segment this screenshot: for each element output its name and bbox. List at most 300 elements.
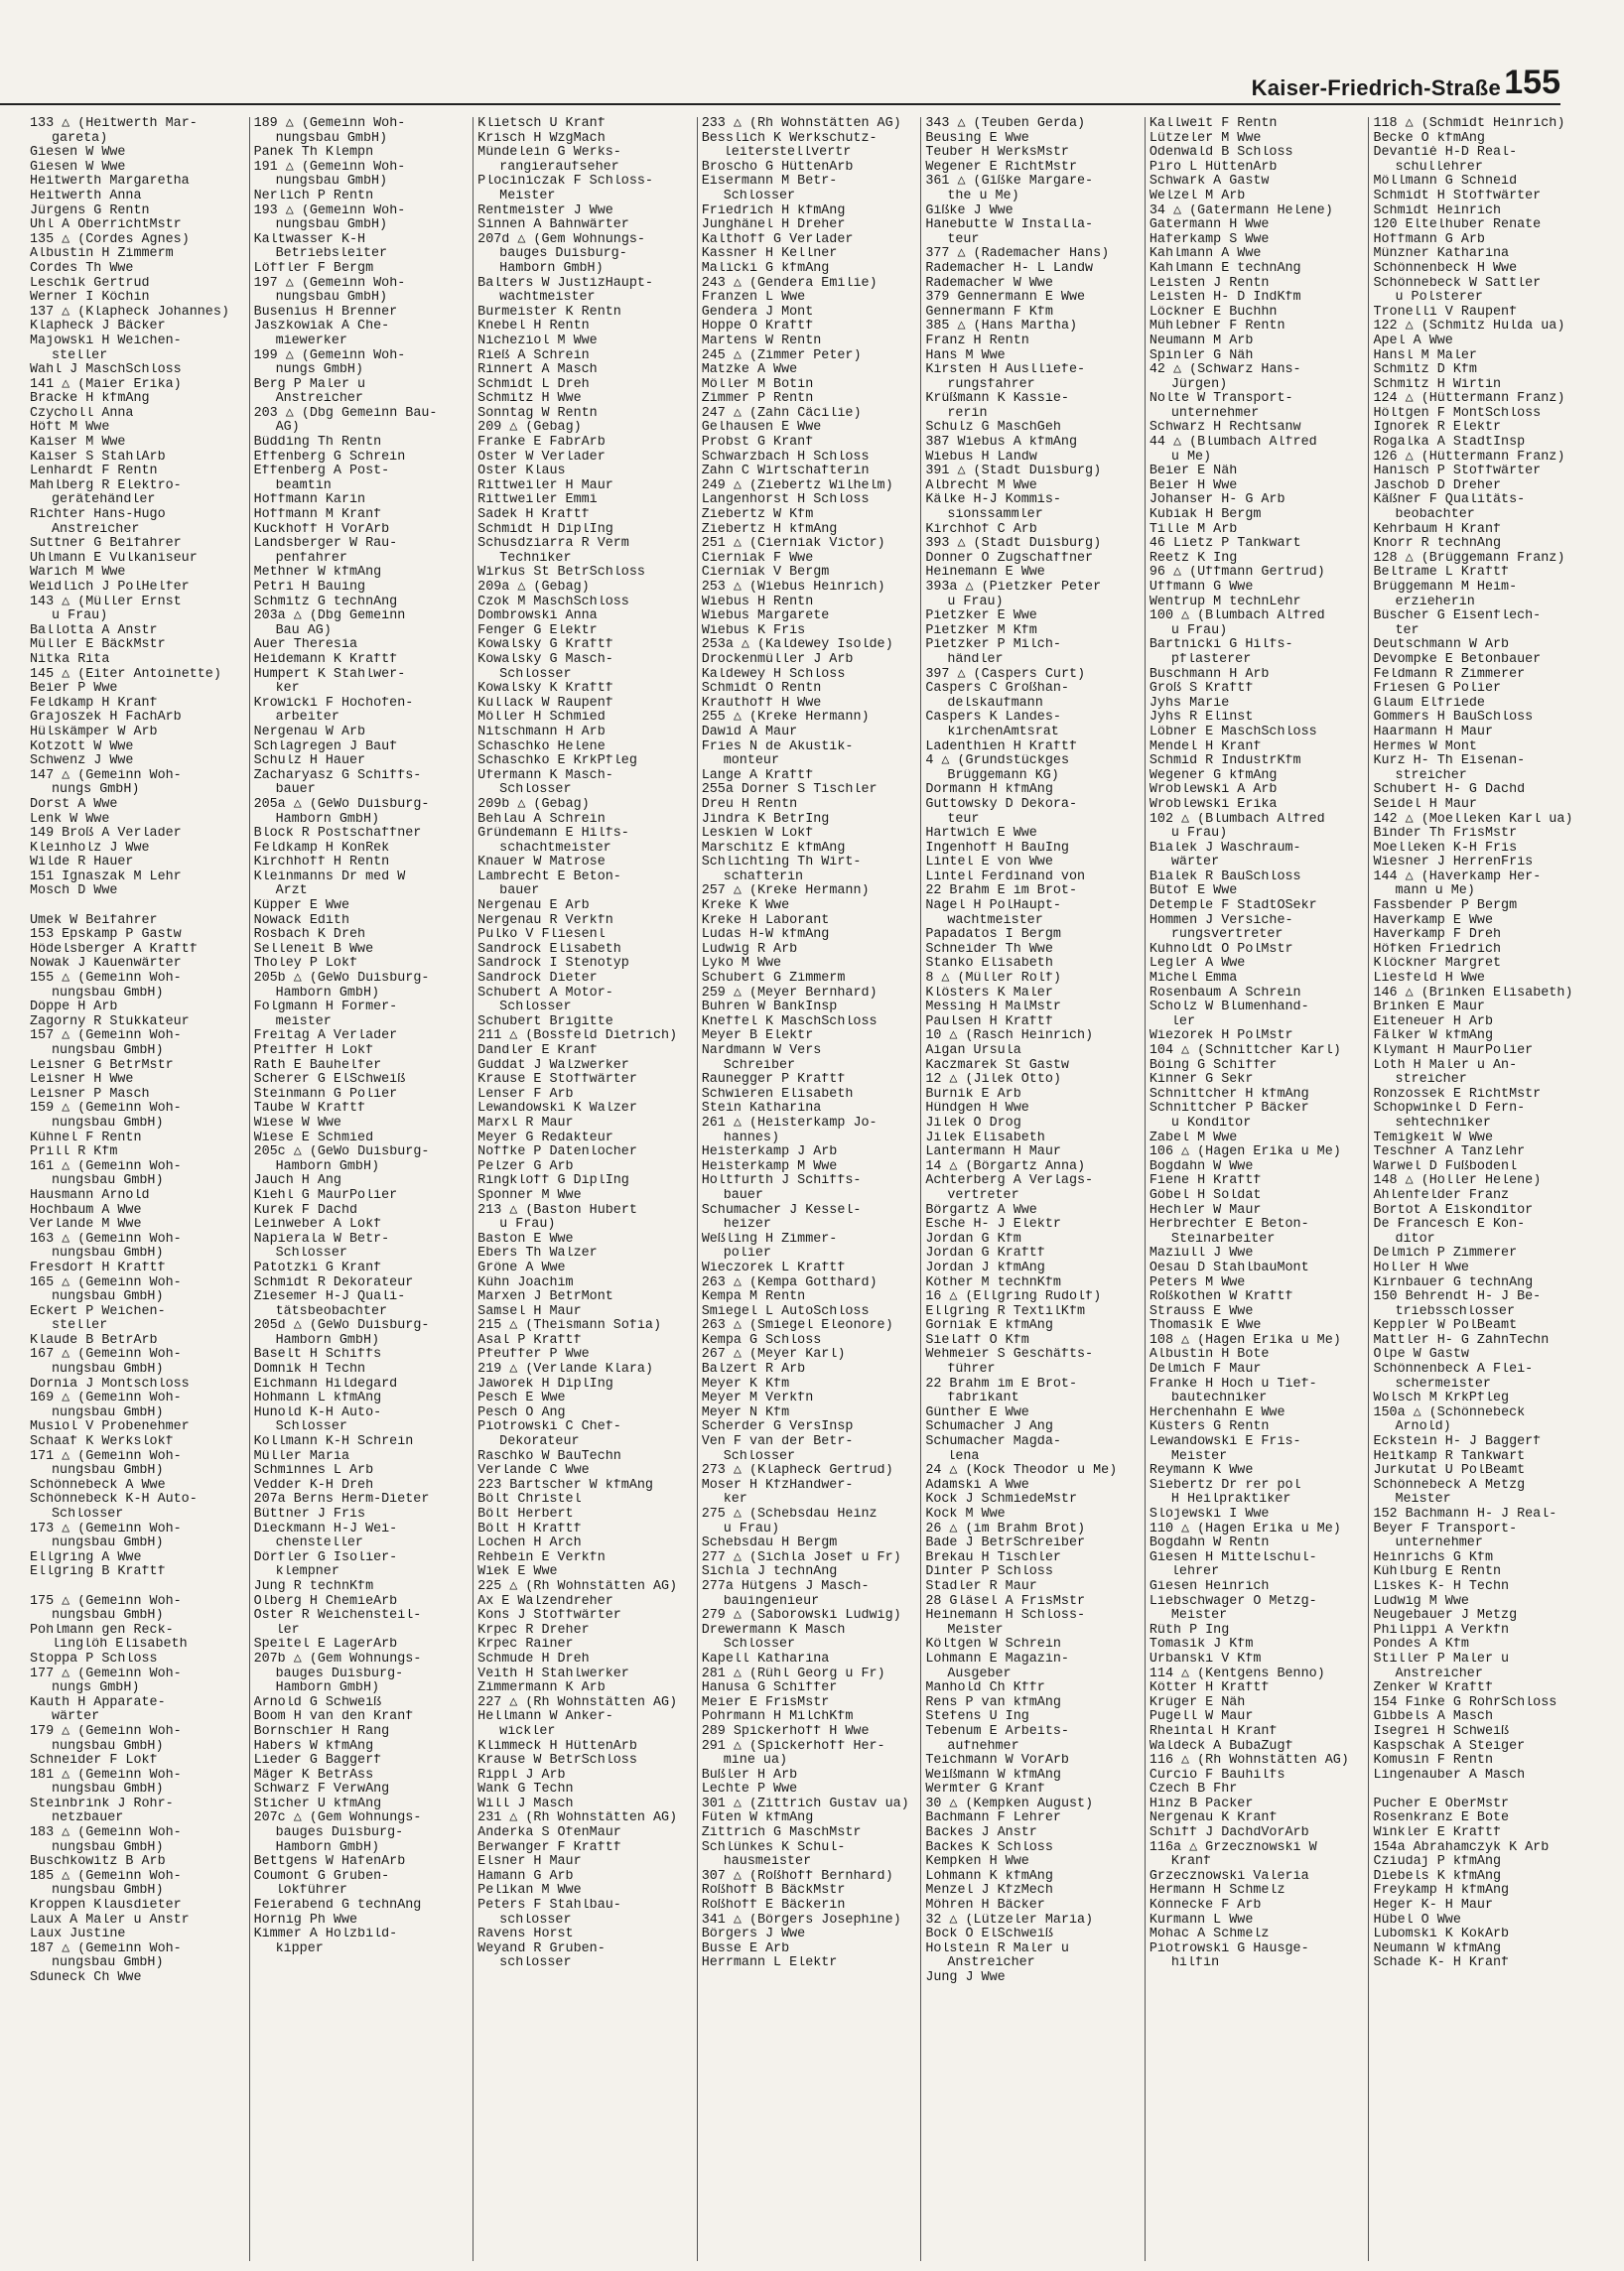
- directory-entry: Rüth P Ing: [1149, 1623, 1230, 1638]
- directory-entry: Reymann K Wwe: [1149, 1464, 1254, 1479]
- directory-entry: Buschmann H Arb: [1149, 667, 1270, 682]
- directory-entry: Schwenz J Wwe: [30, 754, 134, 769]
- directory-entry: Holler H Wwe: [1373, 1261, 1469, 1275]
- directory-entry: Pietzker P Milch-: [925, 638, 1061, 653]
- directory-entry: Kubiak H Bergm: [1149, 508, 1262, 523]
- directory-entry: Caspers C Großhan-: [925, 682, 1069, 697]
- directory-entry: 387 Wiebus A kfmAng: [925, 436, 1077, 451]
- entry-continuation: nungsbau GmbH): [52, 1044, 164, 1058]
- directory-entry: 124 △ (Hüttermann Franz): [1373, 392, 1565, 407]
- directory-entry: Scherder G VersInsp: [701, 1420, 854, 1435]
- directory-entry: Freykamp H kfmAng: [1373, 1884, 1510, 1899]
- directory-entry: Krpec Rainer: [477, 1638, 574, 1653]
- directory-entry: Meyer M Verkfn: [701, 1392, 814, 1406]
- directory-entry: Sielaff O Kfm: [925, 1333, 1029, 1348]
- directory-entry: Donner O Zugschaffner: [925, 551, 1094, 566]
- directory-entry: Stanko Elisabeth: [925, 957, 1053, 972]
- directory-entry: 100 △ (Blumbach Alfred: [1149, 609, 1325, 624]
- directory-entry: Kock M Wwe: [925, 1508, 1006, 1522]
- directory-entry: 28 Gläsel A FrisMstr: [925, 1594, 1086, 1609]
- directory-entry: Patotzki G Kranf: [253, 1261, 382, 1275]
- directory-entry: Philippi A Verkfn: [1373, 1623, 1510, 1638]
- directory-entry: Schmitz H Wwe: [477, 392, 582, 407]
- directory-entry: Kowalsky G Masch-: [477, 652, 613, 667]
- directory-entry: Giesen Heinrich: [1149, 1579, 1270, 1594]
- directory-entry: Klöckner Margret: [1373, 957, 1502, 972]
- directory-entry: Leskien W Lokf: [701, 827, 814, 842]
- directory-entry: Speitel E LagerArb: [253, 1638, 398, 1653]
- entry-continuation: monteur: [723, 754, 779, 769]
- directory-entry: Schmid R IndustrKfm: [1149, 754, 1301, 769]
- directory-entry: Schlichting Th Wirt-: [701, 856, 862, 870]
- directory-entry: Müller Maria: [253, 1449, 350, 1464]
- entry-continuation: nungsbau GmbH): [275, 291, 388, 306]
- directory-entry: 104 △ (Schnittcher Karl): [1149, 1044, 1341, 1058]
- entry-continuation: Steinarbeiter: [1170, 1232, 1276, 1247]
- entry-continuation: Schlosser: [52, 1508, 124, 1522]
- directory-entry: Ringkloff G DiplIng: [477, 1174, 629, 1189]
- directory-entry: Kollmann K-H Schrein: [253, 1435, 414, 1450]
- directory-entry: Drewermann K Masch: [701, 1623, 846, 1638]
- directory-entry: Schade K- H Kranf: [1373, 1956, 1510, 1971]
- entry-continuation: unternehmer: [1395, 1536, 1483, 1551]
- directory-entry: Czok M MaschSchloss: [477, 595, 629, 609]
- directory-entry: Laux Justine: [30, 1928, 126, 1942]
- directory-entry: Delmich F Maur: [1149, 1363, 1262, 1378]
- entry-continuation: nungsbau GmbH): [52, 1247, 164, 1262]
- directory-entry: 257 △ (Kreke Hermann): [701, 884, 870, 899]
- entry-continuation: polier: [723, 1247, 771, 1262]
- entry-continuation: streicher: [1395, 1073, 1467, 1088]
- entry-continuation: u Frau): [947, 595, 1004, 609]
- directory-entry: Richter Hans-Hugo: [30, 508, 166, 523]
- entry-continuation: bauingenieur: [723, 1594, 820, 1609]
- directory-entry: Kock J SchmiedeMstr: [925, 1493, 1077, 1508]
- directory-entry: Kaiser M Wwe: [30, 436, 126, 451]
- directory-entry: Nardmann W Vers: [701, 1044, 822, 1058]
- directory-entry: Haverkamp F Dreh: [1373, 928, 1502, 943]
- directory-entry: 219 △ (Verlande Klara): [477, 1363, 653, 1378]
- directory-entry: 255 △ (Kreke Hermann): [701, 711, 870, 726]
- directory-entry: 203a △ (Dbg Gemeinn: [253, 609, 406, 624]
- entry-continuation: Meister: [1170, 1609, 1228, 1624]
- directory-entry: Weßling H Zimmer-: [701, 1232, 838, 1247]
- directory-entry: Giesen W Wwe: [30, 146, 126, 161]
- directory-entry: Oster W Verlader: [477, 450, 606, 465]
- directory-entry: Teichmann W VorArb: [925, 1754, 1069, 1769]
- directory-entry: Hoppe O Kraftf: [701, 320, 814, 334]
- directory-entry: 393a △ (Pietzker Peter: [925, 581, 1102, 595]
- directory-entry: Bornschier H Rang: [253, 1724, 390, 1739]
- entry-continuation: AG): [275, 421, 300, 436]
- entry-continuation: miewerker: [275, 334, 347, 348]
- entry-continuation: Hamborn GmbH): [499, 261, 604, 276]
- directory-entry: Friedrich H kfmAng: [701, 203, 846, 218]
- directory-entry: Schmidt H DiplIng: [477, 522, 613, 537]
- entry-continuation: triebsschlosser: [1395, 1304, 1516, 1319]
- directory-entry: 151 Ignaszak M Lehr: [30, 869, 182, 884]
- entry-continuation: bauer: [275, 783, 316, 798]
- directory-entry: Ludas H-W kfmAng: [701, 928, 830, 943]
- directory-entry: Kaspschak A Steiger: [1373, 1739, 1526, 1754]
- directory-entry: Büttner J Fris: [253, 1508, 366, 1522]
- directory-entry: Leschik Gertrud: [30, 276, 150, 291]
- directory-entry: Rinnert A Masch: [477, 363, 598, 378]
- directory-entry: Friesen G Polier: [1373, 682, 1502, 697]
- directory-entry: Börgartz A Wwe: [925, 1203, 1037, 1218]
- directory-entry: Hermann H Schmelz: [1149, 1884, 1286, 1899]
- directory-entry: Schmidt Heinrich: [1373, 203, 1502, 218]
- directory-entry: Gründemann E Hilfs-: [477, 827, 629, 842]
- directory-entry: Kreke K Wwe: [701, 899, 790, 914]
- entry-continuation: u Frau): [1170, 623, 1228, 638]
- directory-entry: Lenhardt F Rentn: [30, 465, 158, 479]
- directory-entry: 205c △ (GeWo Duisburg-: [253, 1145, 430, 1160]
- directory-entry: Ingenhoff H BauIng: [925, 841, 1069, 856]
- directory-entry: Dornia J Montschloss: [30, 1377, 190, 1392]
- directory-entry: Bock O ElSchweiß: [925, 1928, 1053, 1942]
- entry-continuation: u Polsterer: [1395, 291, 1483, 306]
- directory-entry: Sandrock Dieter: [477, 972, 598, 987]
- directory-entry: Wehmeier S Geschäfts-: [925, 1348, 1094, 1363]
- directory-entry: Schubert A Motor-: [477, 986, 613, 1001]
- directory-entry: 14 △ (Börgartz Anna): [925, 1159, 1086, 1174]
- directory-entry: 175 △ (Gemeinn Woh-: [30, 1594, 182, 1609]
- directory-entry: Jilek O Drog: [925, 1116, 1021, 1131]
- directory-entry: Lenser F Arb: [477, 1087, 574, 1102]
- entry-continuation: lena: [947, 1449, 980, 1464]
- directory-entry: Olberg H ChemieArb: [253, 1594, 398, 1609]
- directory-entry: 193 △ (Gemeinn Woh-: [253, 203, 406, 218]
- entry-continuation: nungsbau GmbH): [275, 175, 388, 190]
- directory-entry: 135 △ (Cordes Agnes): [30, 232, 190, 247]
- directory-entry: Warich M Wwe: [30, 566, 126, 581]
- entry-continuation: delskaufmann: [947, 696, 1043, 711]
- entry-continuation: Arnold): [1395, 1420, 1451, 1435]
- directory-entry: Schönnebeck W Sattler: [1373, 276, 1542, 291]
- directory-entry: 253 △ (Wiebus Heinrich): [701, 581, 885, 595]
- directory-entry: [1373, 1783, 1587, 1798]
- directory-entry: Jilek Elisabeth: [925, 1131, 1045, 1145]
- directory-entry: 261 △ (Heisterkamp Jo-: [701, 1116, 878, 1131]
- directory-entry: Schopwinkel D Fern-: [1373, 1102, 1526, 1117]
- directory-entry: Kuckhoff H VorArb: [253, 522, 390, 537]
- directory-entry: Wroblewski A Arb: [1149, 783, 1278, 798]
- directory-entry: Broscho G HüttenArb: [701, 160, 854, 175]
- directory-entry: Burnik E Arb: [925, 1087, 1021, 1102]
- directory-entry: Lohmann K kfmAng: [925, 1869, 1053, 1884]
- directory-entry: Bachmann F Lehrer: [925, 1811, 1061, 1826]
- directory-entry: Krauthoff H Wwe: [701, 696, 822, 711]
- directory-entry: Möller H Schmied: [477, 711, 606, 726]
- directory-entry: Rippl J Arb: [477, 1768, 566, 1783]
- directory-entry: 22 Brahm E im Brot-: [925, 884, 1077, 899]
- directory-entry: Höfken Friedrich: [1373, 942, 1502, 957]
- directory-entry: Möllmann G Schneid: [1373, 175, 1518, 190]
- directory-entry: Schmude H Dreh: [477, 1652, 590, 1667]
- directory-entry: Schlagregen J Bauf: [253, 739, 398, 754]
- directory-entry: Dörfler G Isolier-: [253, 1550, 398, 1565]
- directory-entry: Feldkamp H Kranf: [30, 696, 158, 711]
- directory-entry: 289 Spickerhoff H Wwe: [701, 1724, 870, 1739]
- directory-entry: Wahl J MaschSchloss: [30, 363, 182, 378]
- directory-entry: Weidlich J PolHelfer: [30, 581, 190, 595]
- directory-entry: 341 △ (Börgers Josephine): [701, 1913, 901, 1928]
- directory-entry: [30, 899, 244, 914]
- directory-entry: 253a △ (Kaldewey Isolde): [701, 638, 893, 653]
- directory-entry: 291 △ (Spickerhoff Her-: [701, 1739, 885, 1754]
- directory-entry: Franz H Rentn: [925, 334, 1029, 348]
- directory-entry: Klietsch U Kranf: [477, 117, 606, 131]
- directory-entry: Schnittcher H kfmAng: [1149, 1087, 1309, 1102]
- directory-entry: 277 △ (Sichla Josef u Fr): [701, 1550, 901, 1565]
- directory-entry: Kempken H Wwe: [925, 1855, 1029, 1870]
- entry-continuation: nungsbau GmbH): [52, 1884, 164, 1899]
- directory-entry: Nitka Rita: [30, 652, 110, 667]
- directory-entry: Hamann G Arb: [477, 1869, 574, 1884]
- directory-entry: 153 Epskamp P Gastw: [30, 928, 182, 943]
- directory-entry: Pietzker M Kfm: [925, 623, 1037, 638]
- entry-continuation: schafterin: [723, 869, 804, 884]
- directory-entry: 171 △ (Gemeinn Woh-: [30, 1449, 182, 1464]
- entry-continuation: Schlosser: [499, 667, 572, 682]
- entry-continuation: Schreiber: [723, 1058, 796, 1073]
- directory-entry: Albustin H Zimmerm: [30, 247, 174, 262]
- directory-entry: Heger K- H Maur: [1373, 1899, 1494, 1914]
- directory-entry: Lechte P Wwe: [701, 1783, 798, 1798]
- directory-entry: Rens P van kfmAng: [925, 1695, 1061, 1710]
- entry-continuation: ler: [1170, 1014, 1195, 1029]
- directory-entry: 4 △ (Grundstückges: [925, 754, 1069, 769]
- directory-entry: Temigkeit W Wwe: [1373, 1131, 1494, 1145]
- entry-continuation: rangieraufseher: [499, 160, 619, 175]
- directory-entry: Noffke P Datenlocher: [477, 1145, 637, 1160]
- entry-continuation: Hamborn GmbH): [275, 1681, 380, 1696]
- directory-entry: Jordan J kfmAng: [925, 1261, 1045, 1275]
- directory-entry: Wilde R Hauer: [30, 856, 134, 870]
- directory-entry: Hornig Ph Wwe: [253, 1913, 358, 1928]
- directory-entry: Köther M technKfm: [925, 1275, 1061, 1290]
- directory-entry: Hinz B Packer: [1149, 1797, 1254, 1811]
- directory-entry: Busenius H Brenner: [253, 305, 398, 320]
- entry-continuation: nungsbau GmbH): [52, 1363, 164, 1378]
- directory-entry: Ludwig M Wwe: [1373, 1594, 1469, 1609]
- directory-entry: 379 Gennermann E Wwe: [925, 291, 1086, 306]
- directory-entry: 189 △ (Gemeinn Woh-: [253, 117, 406, 131]
- directory-entry: 137 △ (Klapheck Johannes): [30, 305, 229, 320]
- directory-entry: Samsel H Maur: [477, 1304, 582, 1319]
- entry-continuation: lokführer: [275, 1884, 347, 1899]
- directory-entry: Schönnebeck A Metzg: [1373, 1478, 1526, 1493]
- directory-entry: 191 △ (Gemeinn Woh-: [253, 160, 406, 175]
- entry-continuation: sionssammler: [947, 508, 1043, 523]
- entry-continuation: gareta): [52, 131, 108, 146]
- directory-entry: Wieczorek L Kraftf: [701, 1261, 846, 1275]
- directory-entry: 397 △ (Caspers Curt): [925, 667, 1086, 682]
- directory-entry: Will J Masch: [477, 1797, 574, 1811]
- directory-entry: Leinweber A Lokf: [253, 1218, 382, 1233]
- directory-entry: Schwarzbach H Schloss: [701, 450, 870, 465]
- directory-entry: Schnittcher P Bäcker: [1149, 1102, 1309, 1117]
- directory-entry: Glaum Elfriede: [1373, 696, 1485, 711]
- directory-entry: Bogdahn W Rentn: [1149, 1536, 1270, 1551]
- directory-entry: Deutschmann W Arb: [1373, 638, 1510, 653]
- directory-entry: Humpert K Stahlwer-: [253, 667, 406, 682]
- directory-entry: Zenker W Kraftf: [1373, 1681, 1494, 1696]
- directory-entry: Nowak J Kauenwärter: [30, 957, 182, 972]
- directory-entry: Esche H- J Elektr: [925, 1218, 1061, 1233]
- directory-entry: 161 △ (Gemeinn Woh-: [30, 1159, 182, 1174]
- directory-entry: Umek W Beifahrer: [30, 913, 158, 928]
- entry-continuation: bauges Duisburg-: [275, 1667, 404, 1681]
- directory-entry: Backes K Schloss: [925, 1840, 1053, 1855]
- directory-entry: Kötter H Kraftf: [1149, 1681, 1270, 1696]
- directory-entry: Pfeuffer P Wwe: [477, 1348, 590, 1363]
- directory-column: [1145, 117, 1369, 2261]
- directory-entry: 22 Brahm im E Brot-: [925, 1377, 1077, 1392]
- directory-entry: Kotzott W Wwe: [30, 739, 134, 754]
- directory-entry: 179 △ (Gemeinn Woh-: [30, 1724, 182, 1739]
- directory-entry: Liebschwager O Metzg-: [1149, 1594, 1317, 1609]
- directory-entry: Kurmann L Wwe: [1149, 1913, 1254, 1928]
- directory-entry: Ignorek R Elektr: [1373, 421, 1502, 436]
- directory-entry: 118 △ (Schmidt Heinrich): [1373, 117, 1565, 131]
- directory-entry: Verlande M Wwe: [30, 1218, 142, 1233]
- directory-entry: Klapheck J Bäcker: [30, 320, 166, 334]
- directory-entry: Sonntag W Rentn: [477, 406, 598, 421]
- directory-entry: Guddat J Walzwerker: [477, 1058, 629, 1073]
- directory-entry: Drockenmüller J Arb: [701, 652, 854, 667]
- entry-continuation: Schlosser: [499, 1001, 572, 1015]
- directory-entry: Kauth H Apparate-: [30, 1695, 166, 1710]
- directory-entry: Mühlebner F Rentn: [1149, 320, 1286, 334]
- entry-continuation: Anstreicher: [275, 392, 363, 407]
- directory-entry: Bölt H Kraftf: [477, 1522, 582, 1536]
- directory-entry: Bölt Herbert: [477, 1508, 574, 1522]
- directory-entry: Grzecznowski Valeria: [1149, 1869, 1309, 1884]
- directory-entry: Probst G Kranf: [701, 436, 814, 451]
- entry-continuation: arbeiter: [275, 711, 339, 726]
- directory-entry: Meyer K Kfm: [701, 1377, 790, 1392]
- directory-entry: 343 △ (Teuben Gerda): [925, 117, 1086, 131]
- directory-entry: Kowalsky G Kraftf: [477, 638, 613, 653]
- directory-entry: Gommers H BauSchloss: [1373, 711, 1534, 726]
- directory-entry: Lützeler M Wwe: [1149, 131, 1262, 146]
- entry-continuation: nungsbau GmbH): [52, 1956, 164, 1971]
- directory-entry: Freitag A Verlader: [253, 1029, 398, 1044]
- directory-entry: 307 △ (Roßhoff Bernhard): [701, 1869, 893, 1884]
- directory-entry: Warwel D Fußbodenl: [1373, 1159, 1518, 1174]
- directory-entry: 102 △ (Blumbach Alfred: [1149, 812, 1325, 827]
- entry-continuation: gerätehändler: [52, 493, 156, 508]
- directory-entry: Kaltwasser K-H: [253, 232, 366, 247]
- directory-entry: Musiol V Probenehmer: [30, 1420, 190, 1435]
- directory-entry: Albrecht M Wwe: [925, 478, 1037, 493]
- directory-entry: 223 Bartscher W kfmAng: [477, 1478, 653, 1493]
- directory-entry: Kälke H-J Kommis-: [925, 493, 1061, 508]
- directory-entry: Nagel H PolHaupt-: [925, 899, 1061, 914]
- directory-entry: Kempa G Schloss: [701, 1333, 822, 1348]
- directory-entry: Wiek E Wwe: [477, 1565, 558, 1580]
- entry-continuation: teur: [947, 812, 980, 827]
- directory-entry: Büscher G Eisenflech-: [1373, 609, 1542, 624]
- directory-entry: Plociniczak F Schloss-: [477, 175, 653, 190]
- directory-entry: De Francesch E Kon-: [1373, 1218, 1526, 1233]
- directory-entry: Sichla J technAng: [701, 1565, 838, 1580]
- entry-continuation: Meister: [499, 189, 556, 203]
- directory-entry: Effenberg G Schrein: [253, 450, 406, 465]
- directory-entry: Marschitz E kfmAng: [701, 841, 846, 856]
- directory-entry: 116a △ Grzecznowski W: [1149, 1840, 1317, 1855]
- entry-continuation: u Frau): [499, 1218, 556, 1233]
- directory-entry: Arnold G Schweiß: [253, 1695, 382, 1710]
- directory-entry: Steinbrink J Rohr-: [30, 1797, 174, 1811]
- directory-entry: Wirkus St BetrSchloss: [477, 566, 645, 581]
- directory-entry: Kurz H- Th Eisenan-: [1373, 754, 1526, 769]
- directory-entry: Moelleken K-H Fris: [1373, 841, 1518, 856]
- directory-entry: Tronelli V Raupenf: [1373, 305, 1518, 320]
- directory-entry: Maziull J Wwe: [1149, 1247, 1254, 1262]
- directory-entry: 8 △ (Müller Rolf): [925, 972, 1061, 987]
- directory-entry: Ellgring B Kraftf: [30, 1565, 166, 1580]
- directory-entry: 231 △ (Rh Wohnstätten AG): [477, 1811, 678, 1826]
- directory-entry: Krause E Stoffwärter: [477, 1073, 637, 1088]
- directory-entry: 163 △ (Gemeinn Woh-: [30, 1232, 182, 1247]
- directory-entry: Aigan Ursula: [925, 1044, 1021, 1058]
- directory-entry: Kehrbaum H Kranf: [1373, 522, 1502, 537]
- directory-entry: Gorniak E kfmAng: [925, 1319, 1053, 1334]
- directory-entry: Kapell Katharina: [701, 1652, 830, 1667]
- directory-entry: Neumann W kfmAng: [1373, 1941, 1502, 1956]
- directory-entry: Peters F Stahlbau-: [477, 1899, 621, 1914]
- directory-entry: Wermter G Kranf: [925, 1783, 1045, 1798]
- directory-entry: Mohac A Schmelz: [1149, 1928, 1270, 1942]
- directory-entry: Hommen J Versiche-: [1149, 913, 1293, 928]
- directory-entry: Heitwerth Margaretha: [30, 175, 190, 190]
- directory-entry: Steinmann G Polier: [253, 1087, 398, 1102]
- directory-entry: Ahlenfelder Franz: [1373, 1188, 1510, 1203]
- directory-entry: 24 △ (Kock Theodor u Me): [925, 1464, 1118, 1479]
- entry-continuation: beobachter: [1395, 508, 1475, 523]
- directory-entry: Kleinholz J Wwe: [30, 841, 150, 856]
- directory-entry: 173 △ (Gemeinn Woh-: [30, 1522, 182, 1536]
- directory-entry: Pelzer G Arb: [477, 1159, 574, 1174]
- directory-entry: 46 Lietz P Tankwart: [1149, 537, 1301, 552]
- directory-entry: Slojewski I Wwe: [1149, 1508, 1270, 1522]
- directory-entry: Roßhoff E Bäckerin: [701, 1899, 846, 1914]
- directory-entry: Schmitz D Kfm: [1373, 363, 1477, 378]
- directory-entry: Gröne A Wwe: [477, 1261, 566, 1275]
- directory-entry: Rittweiler Emmi: [477, 493, 598, 508]
- directory-entry: 233 △ (Rh Wohnstätten AG): [701, 117, 901, 131]
- directory-entry: Bialek J Waschraum-: [1149, 841, 1301, 856]
- directory-entry: 152 Bachmann H- J Real-: [1373, 1508, 1557, 1522]
- entry-continuation: nungsbau GmbH): [52, 1405, 164, 1420]
- directory-entry: Lintel Ferdinand von: [925, 869, 1086, 884]
- directory-entry: Schönnebeck K-H Auto-: [30, 1493, 198, 1508]
- directory-entry: Sticher U kfmAng: [253, 1797, 382, 1811]
- directory-entry: Herchenhahn E Wwe: [1149, 1405, 1286, 1420]
- directory-entry: Wroblewski Erika: [1149, 797, 1278, 812]
- directory-entry: Rehbein E Verkfn: [477, 1550, 606, 1565]
- directory-entry: Ladenthien H Kraftf: [925, 739, 1077, 754]
- entry-continuation: penfahrer: [275, 551, 347, 566]
- directory-entry: Haverkamp E Wwe: [1373, 913, 1494, 928]
- directory-entry: Feldmann R Zimmerer: [1373, 667, 1526, 682]
- directory-entry: Nergenau K Kranf: [1149, 1811, 1278, 1826]
- directory-entry: Scherer G ElSchweiß: [253, 1073, 406, 1088]
- directory-entry: Hechler W Maur: [1149, 1203, 1262, 1218]
